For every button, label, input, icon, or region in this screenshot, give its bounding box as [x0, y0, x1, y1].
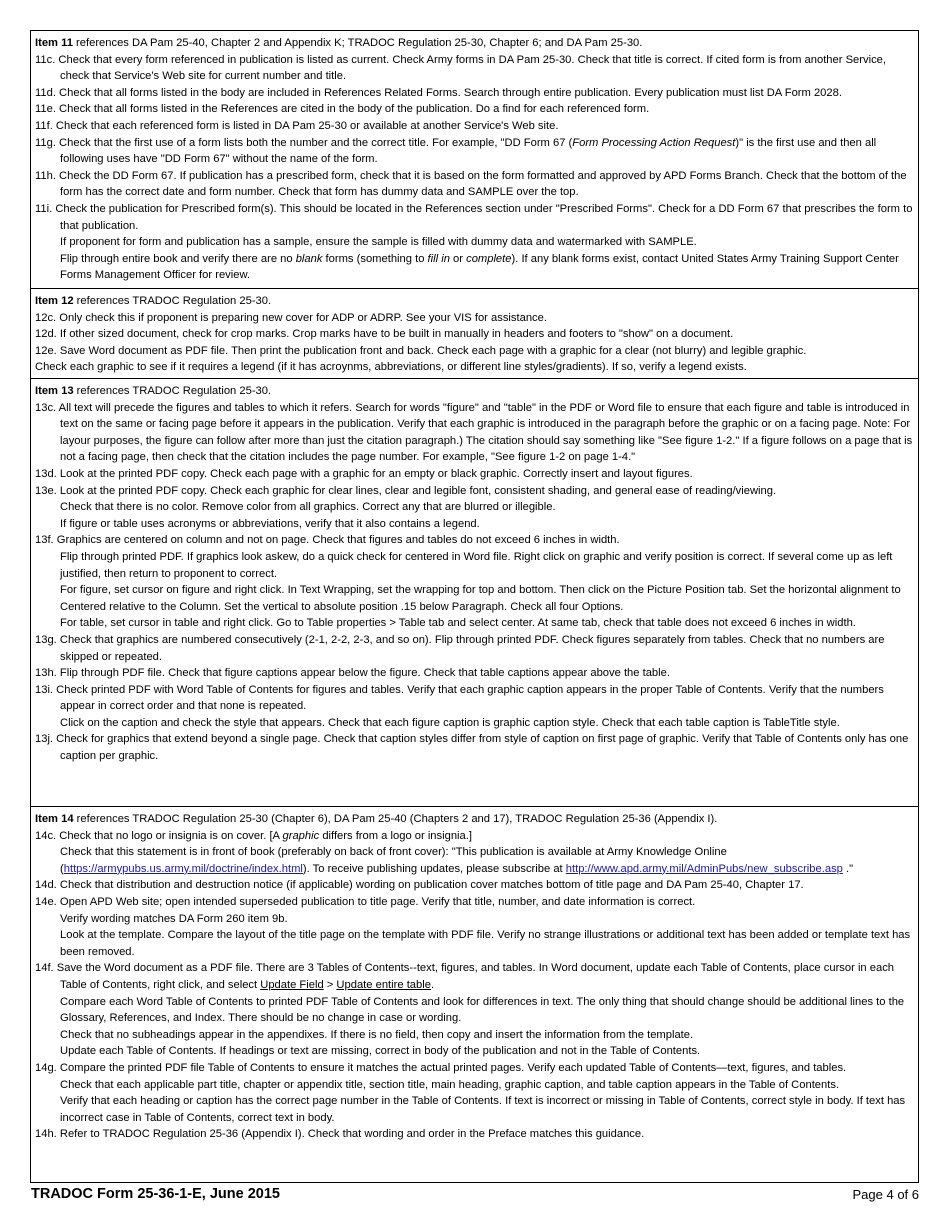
form-identifier: TRADOC Form 25-36-1-E, June 2015	[31, 1186, 280, 1202]
item-13i: 13i. Check printed PDF with Word Table of Contents for figures and tables. Verify that each graphic caption appears in the proper Table of Contents. Verify that the numbers appear in correct order and that none is repeated.	[35, 683, 884, 713]
item-11d: 11d. Check that all forms listed in the body are included in References Related Forms. Search through entire publication. Every publication must list DA Form 2028.	[35, 86, 842, 99]
item-13j: 13j. Check for graphics that extend beyond a single page. Check that caption styles differ from style of caption on first page of graphic. Verify that Table of Contents only has one caption per graphic.	[35, 733, 909, 763]
akoline-link[interactable]: https://armypubs.us.army.mil/doctrine/index.html	[63, 862, 303, 875]
page-number: Page 4 of 6	[852, 1187, 919, 1202]
item-13f: 13f. Graphics are centered on column and not on page. Check that figures and tables do not exceed 6 inches in width.	[35, 534, 620, 547]
item-12e-legend: Check each graphic to see if it requires a legend (if it has acroynms, abbreviations, or different line styles/gradients). If so, verify a legend exists.	[35, 361, 747, 374]
item-13e-color: Check that there is no color. Remove color from all graphics. Correct any that are blurred or illegible.	[60, 501, 556, 514]
item-13e: 13e. Look at the printed PDF copy. Check each graphic for clear lines, clear and legible font, consistent shading, and general ease of reading/viewing.	[35, 484, 777, 497]
item-14c: 14c. Check that no logo or insignia is on cover. [A graphic differs from a logo or insignia.]	[35, 829, 472, 842]
item-13d: 13d. Look at the printed PDF copy. Check each page with a graphic for an empty or black graphic. Correctly insert and layout figures.	[35, 467, 693, 480]
item-14-section	[31, 806, 918, 1143]
item-12-section	[31, 288, 918, 376]
item-14g-titles: Check that each applicable part title, chapter or appendix title, section title, main heading, graphic caption, and table caption appears in the Table of Contents.	[60, 1078, 840, 1091]
item-13g: 13g. Check that graphics are numbered consecutively (2-1, 2-2, 2-3, and so on). Flip through printed PDF. Check figures separately from tables. Check that no numbers are skipped or repeated.	[35, 633, 885, 663]
item-14g: 14g. Compare the printed PDF file Table of Contents to ensure it matches the actual printed pages. Verify each updated Table of Contents—text, figures, and tables.	[35, 1061, 847, 1074]
item-11-header: Item 11 references DA Pam 25-40, Chapter 2 and Appendix K; TRADOC Regulation 25-30, Chapter 6; and DA Pam 25-30.	[35, 37, 643, 49]
checklist-frame	[30, 30, 919, 1183]
item-12e: 12e. Save Word document as PDF file. Then print the publication front and back. Check each page with a graphic for a clear (not blurry) and legible graphic.	[35, 344, 807, 357]
item-11i-sample-note: If proponent for form and publication has a sample, ensure the sample is filled with dummy data and watermarked with SAMPLE.	[60, 236, 697, 249]
item-11i: 11i. Check the publication for Prescribed form(s). This should be located in the References section under "Prescribed Forms". Check for a DD Form 67 that prescribes the form to that publication.	[35, 202, 913, 232]
item-14f: 14f. Save the Word document as a PDF file. There are 3 Tables of Contents--text, figures, and tables. In Word document, update each Table of Contents, place cursor in each Table of Contents, right click, and select Update Field > Update entire table.	[35, 962, 895, 991]
item-14e: 14e. Open APD Web site; open intended superseded publication to title page. Verify that title, number, and date information is correct.	[35, 895, 696, 908]
item-14f-subheadings: Check that no subheadings appear in the appendixes. If there is no field, then copy and insert the information from the template.	[60, 1028, 694, 1041]
item-12c: 12c. Only check this if proponent is preparing new cover for ADP or ADRP. See your VIS for assistance.	[35, 311, 547, 324]
item-11h: 11h. Check the DD Form 67. If publication has a prescribed form, check that it is based on the form formatted and approved by APD Forms Branch. Check that the bottom of the form has the correct date and form number. Check that form has dummy data and SAMPLE over the top.	[35, 169, 907, 199]
item-13h: 13h. Flip through PDF file. Check that figure captions appear below the figure. Check that table captions appear above the table.	[35, 667, 670, 680]
item-14f-compare: Compare each Word Table of Contents to printed PDF Table of Contents and look for differences in text. The only thing that should change should be additional lines to the Glossary, References, and Index. There should be no change in case or wording.	[60, 995, 905, 1025]
item-13f-table: For table, set cursor in table and right click. Go to Table properties > Table tab and select center. At same tab, check that table does not exceed 6 inches in width.	[60, 617, 856, 630]
item-11-section	[31, 31, 918, 284]
item-13-header: Item 13 references TRADOC Regulation 25-30.	[35, 385, 272, 397]
item-11c: 11c. Check that every form referenced in publication is listed as current. Check Army forms in DA Pam 25-30. Check that title is correct. If cited form is from another Service, check that Service's Web site for current number and title.	[35, 53, 886, 83]
item-14e-template: Look at the template. Compare the layout of the title page on the template with PDF file. Verify no strange illustrations or additional text has been added or template text has been removed.	[60, 929, 911, 958]
item-14d: 14d. Check that distribution and destruction notice (if applicable) wording on publication cover matches bottom of title page and DA Pam 25-40, Chapter 17.	[35, 879, 804, 892]
item-12d: 12d. If other sized document, check for crop marks. Crop marks have to be built in manually in headers and footers to "show" on a document.	[35, 328, 734, 341]
item-11g: 11g. Check that the first use of a form lists both the number and the correct title. For example, "DD Form 67 (Form Processing Action Request)" is the first use and then all following uses have "DD Form 67" without the name of the form.	[35, 136, 877, 166]
item-11i-blank-forms: Flip through entire book and verify there are no blank forms (something to fill in or complete). If any blank forms exist, contact United States Army Training Support Center Forms Management Officer for review.	[60, 252, 899, 282]
apd-subscribe-link[interactable]: http://www.apd.army.mil/AdminPubs/new_subscribe.asp	[565, 862, 843, 875]
item-14g-page-numbers: Verify that each heading or caption has the correct page number in the Table of Contents. If text is incorrect or missing in Table of Contents, correct style in body. If text has incorrect case in Table of Contents, correct text in body.	[60, 1095, 906, 1124]
item-13f-figure: For figure, set cursor on figure and right click. In Text Wrapping, set the wrapping for top and bottom. Then click on the Picture Position tab. Set the horizontal alignment to Centered relative to the Column. Set the vertical to absolute position .15 below Paragraph. Check all four Options.	[60, 584, 901, 613]
item-13f-flip: Flip through printed PDF. If graphics look askew, do a quick check for centered in Word file. Right click on graphic and verify position is correct. If several come up as left justified, then return to proponent to correct.	[60, 550, 893, 580]
item-14h: 14h. Refer to TRADOC Regulation 25-36 (Appendix I). Check that wording and order in the Preface matches this guidance.	[35, 1128, 645, 1141]
item-13i-caption: Click on the caption and check the style that appears. Check that each figure caption is graphic caption style. Check that each table caption is TableTitle style.	[60, 716, 840, 729]
item-13e-legend: If figure or table uses acronyms or abbreviations, verify that it also contains a legend.	[60, 517, 480, 530]
item-14-header: Item 14 references TRADOC Regulation 25-30 (Chapter 6), DA Pam 25-40 (Chapters 2 and 17), TRADOC Regulation 25-36 (Appendix I).	[35, 813, 718, 825]
item-13c: 13c. All text will precede the figures and tables to which it refers. Search for words "figure" and "table" in the PDF or Word file to ensure that each figure and table is introduced in text on the same or facing page before it appears in the publication. Verify that each graphic is introduced in the paragraph before the graphic or on a facing page. Note: For layour purposes, the figure can follow after more than just the citation paragraph.) The citation should say something like "See figure 1-2." If a figure follows on a page that is not a facing page, then check that the citation includes the page number. For example, "See figure 1-2 on page 1-4."	[35, 401, 913, 464]
item-11f: 11f. Check that each referenced form is listed in DA Pam 25-30 or available at another Service's Web site.	[35, 119, 559, 132]
item-14e-wording: Verify wording matches DA Form 260 item 9b.	[60, 912, 288, 925]
page-footer	[31, 1186, 919, 1206]
item-13-section	[31, 378, 918, 765]
item-11e: 11e. Check that all forms listed in the References are cited in the body of the publication. Do a find for each referenced form.	[35, 103, 650, 116]
item-14c-statement: Check that this statement is in front of book (preferably on back of front cover): "This publication is available at Army Knowledge Online (https://armypubs.us.army.mil/doctrine/index.html). To receive publishing updates, please subscribe at http://www.apd.army.mil/AdminPubs/new_subscribe.asp ."	[60, 846, 854, 875]
item-12-header: Item 12 references TRADOC Regulation 25-30.	[35, 295, 272, 307]
item-14f-update: Update each Table of Contents. If headings or text are missing, correct in body of the publication and not in the Table of Contents.	[60, 1045, 701, 1058]
